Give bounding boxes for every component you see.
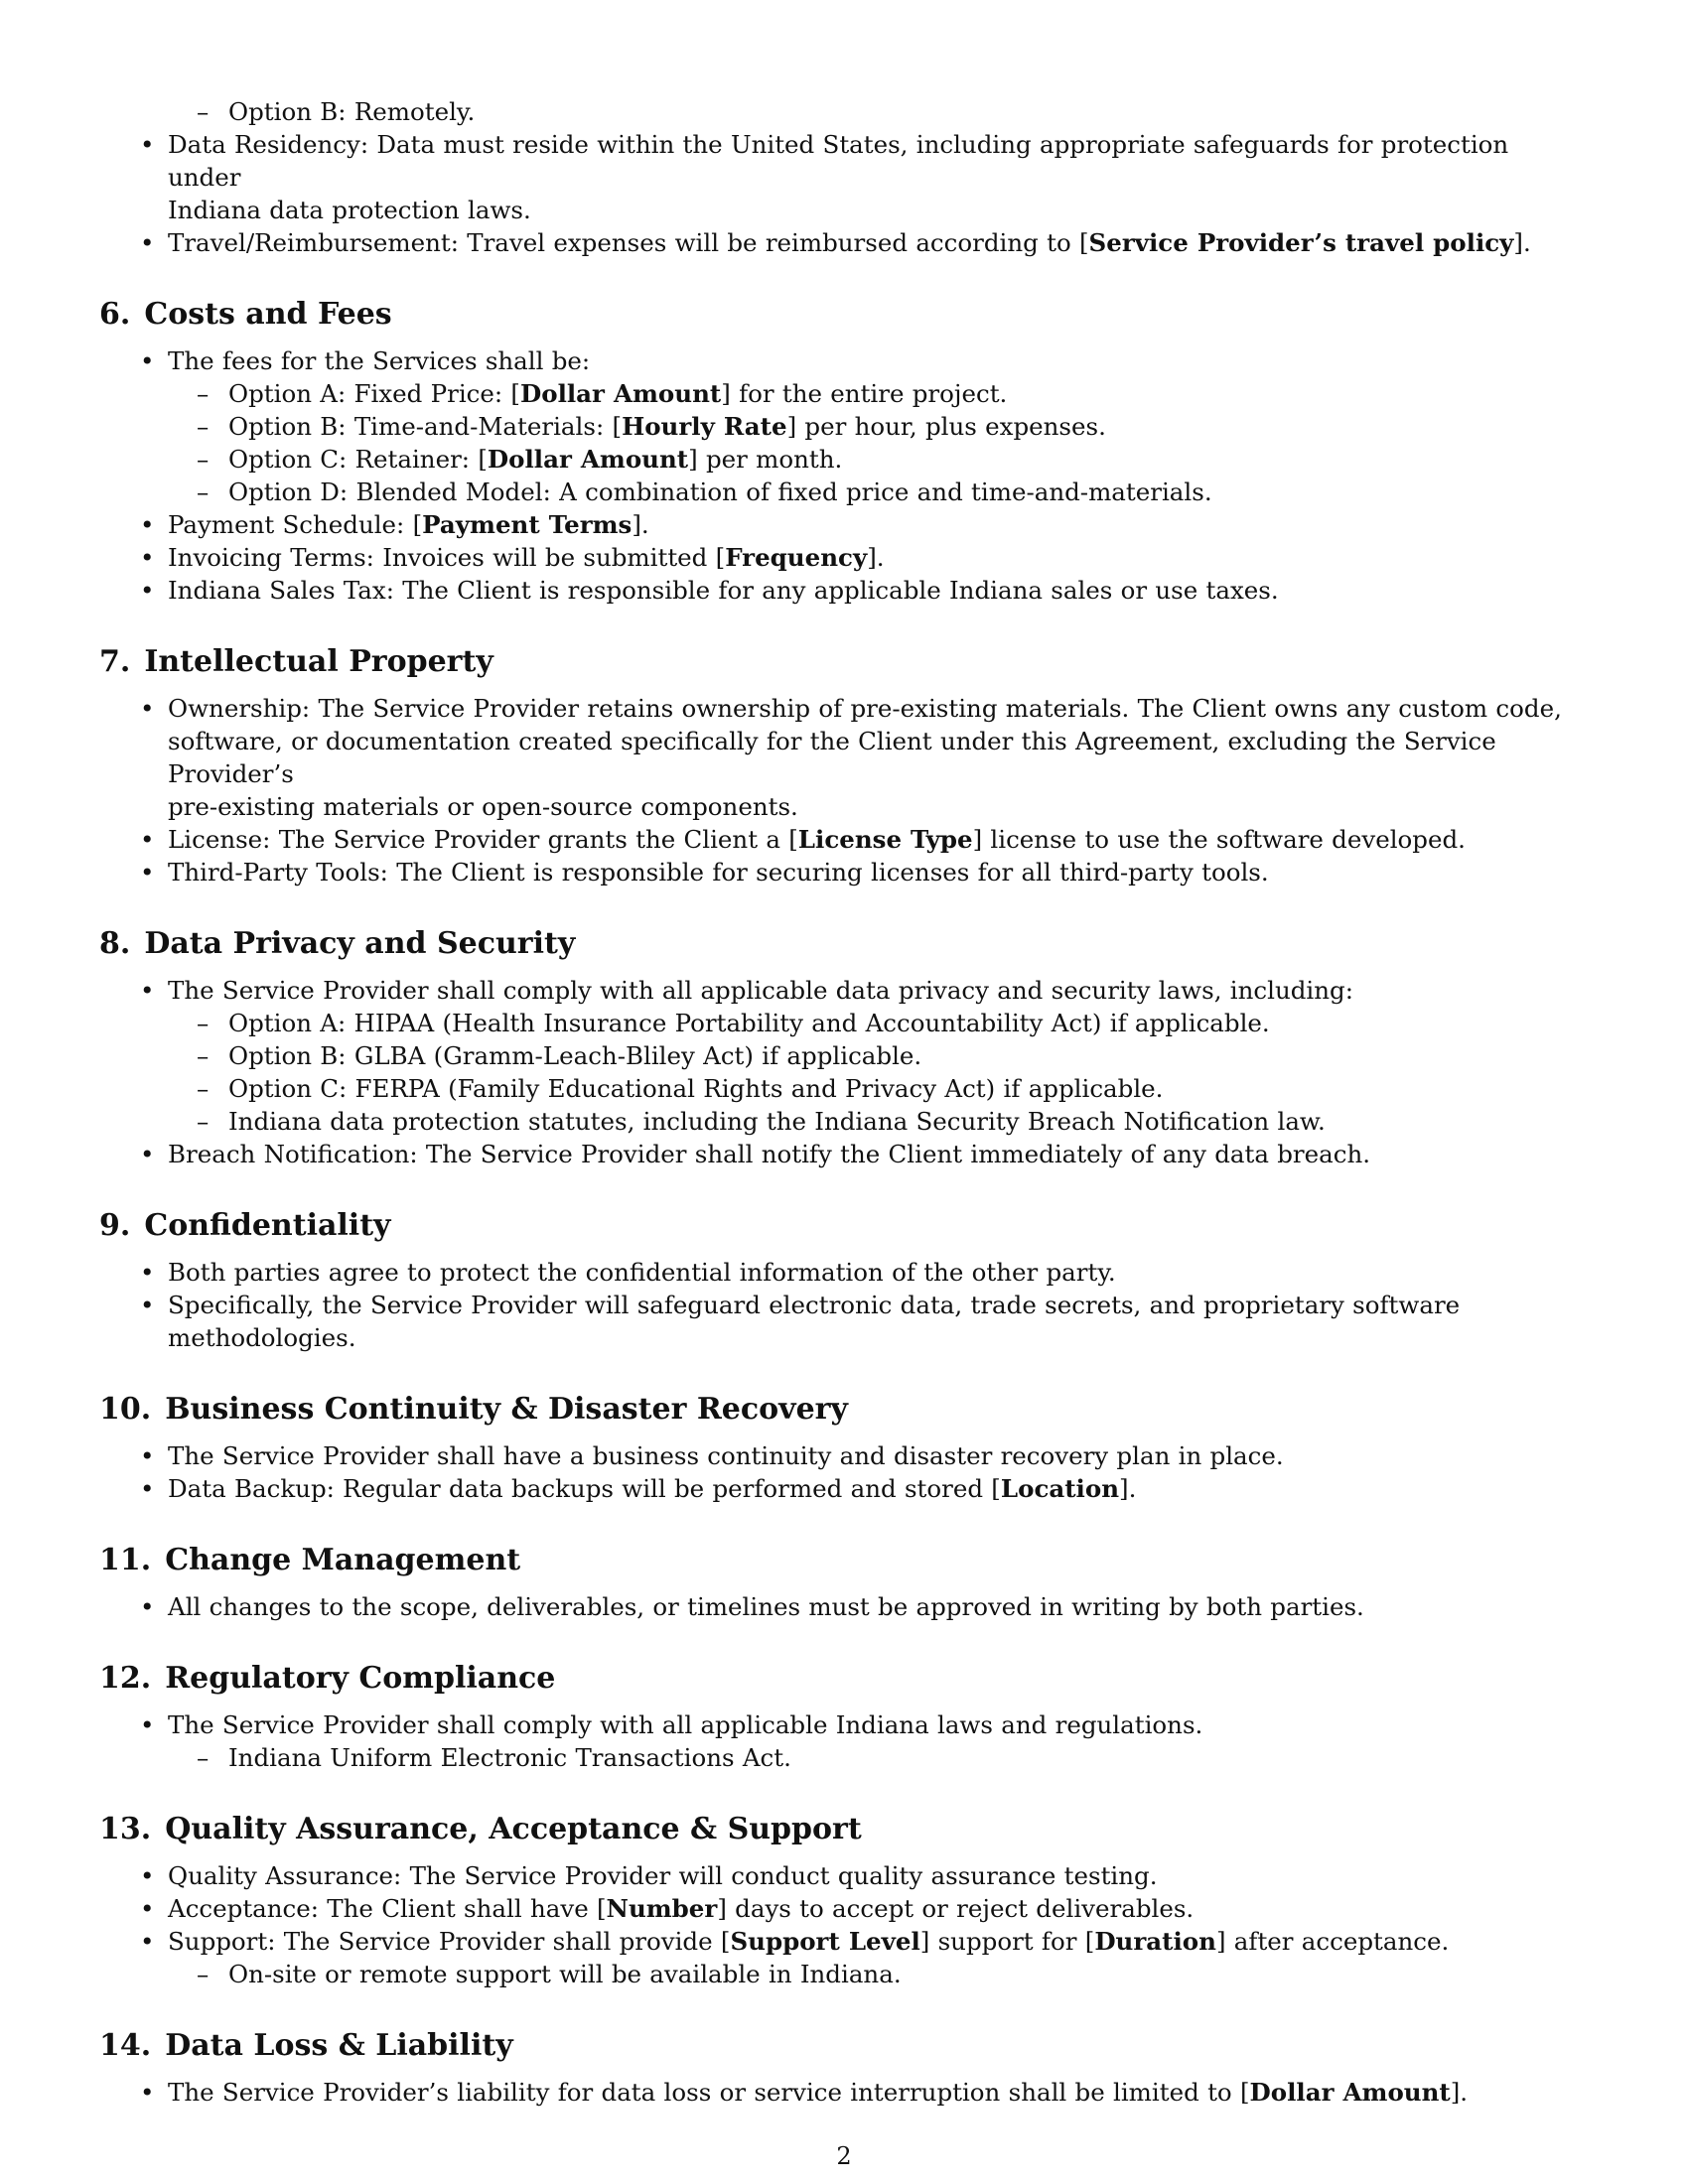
placeholder-field: Dollar Amount — [519, 379, 722, 408]
section-number: 10. — [99, 1392, 152, 1427]
list-item — [99, 1859, 1589, 1892]
dash-marker: – — [197, 445, 210, 474]
document-body — [99, 95, 1589, 2109]
text-run: Payment Schedule: [ — [168, 510, 423, 539]
section-heading — [99, 1661, 1589, 1697]
sub-list-item — [99, 95, 1589, 128]
text-run: ] after acceptance. — [1215, 1927, 1450, 1956]
text-run: Indiana Sales Tax: The Client is responsible for any applicable Indiana sales or use taxes. — [168, 576, 1279, 605]
text-run: Travel/Reimbursement: Travel expenses will be reimbursed according to [ — [168, 228, 1089, 257]
section-title: Regulatory Compliance — [165, 1661, 556, 1696]
sub-list-item — [99, 1741, 1589, 1774]
page-number: 2 — [836, 2142, 852, 2170]
text-run: Option D: Blended Model: A combination of fixed price and time-and-materials. — [228, 478, 1212, 506]
text-run: ]. — [1119, 1474, 1137, 1503]
dash-marker: – — [197, 1074, 210, 1103]
text-run: ] per hour, plus expenses. — [786, 412, 1106, 441]
bullet-marker: • — [140, 825, 155, 854]
list-item — [99, 856, 1589, 888]
text-run: Option C: FERPA (Family Educational Rights and Privacy Act) if applicable. — [228, 1074, 1164, 1103]
bullet-marker: • — [140, 510, 155, 539]
bullet-marker: • — [140, 576, 155, 605]
section-title: Data Privacy and Security — [144, 926, 576, 961]
list-item — [99, 541, 1589, 574]
list-item-continuation — [99, 725, 1589, 790]
dash-marker: – — [197, 1041, 210, 1070]
text-run: Third-Party Tools: The Client is responsible for securing licenses for all third-party tools. — [168, 858, 1269, 887]
list-item — [99, 508, 1589, 541]
text-run: Support: The Service Provider shall provide [ — [168, 1927, 731, 1956]
bullet-marker: • — [140, 1861, 155, 1890]
list-item — [99, 128, 1589, 194]
sub-list-item — [99, 1007, 1589, 1039]
text-run: Option B: Time-and-Materials: [ — [228, 412, 623, 441]
placeholder-field: Support Level — [730, 1927, 920, 1956]
section-title: Intellectual Property — [144, 644, 493, 679]
bullet-marker: • — [140, 1258, 155, 1287]
placeholder-field: Duration — [1094, 1927, 1216, 1956]
section-heading — [99, 297, 1589, 333]
section-number: 13. — [99, 1812, 152, 1846]
section-title: Change Management — [165, 1543, 521, 1577]
placeholder-field: Number — [606, 1894, 718, 1923]
text-run: Data Residency: Data must reside within the United States, including appropriate safeguards for protection under — [168, 130, 1509, 192]
bullet-marker: • — [140, 1592, 155, 1621]
section-number: 12. — [99, 1661, 152, 1696]
dash-marker: – — [197, 478, 210, 506]
text-run: The fees for the Services shall be: — [168, 346, 591, 375]
list-item — [99, 974, 1589, 1007]
text-run: ] license to use the software developed. — [972, 825, 1466, 854]
text-run: Option C: Retainer: [ — [228, 445, 488, 474]
list-item — [99, 344, 1589, 377]
list-item — [99, 1439, 1589, 1472]
section-number: 14. — [99, 2028, 152, 2063]
section-heading — [99, 2028, 1589, 2064]
sub-list-item — [99, 377, 1589, 410]
text-run: The Service Provider’s liability for data loss or service interruption shall be limited to [ — [168, 2078, 1250, 2107]
list-item-continuation — [99, 790, 1589, 823]
list-item — [99, 2076, 1589, 2109]
list-item-continuation — [99, 194, 1589, 226]
sub-list-item — [99, 410, 1589, 443]
bullet-marker: • — [140, 130, 155, 159]
dash-marker: – — [197, 1009, 210, 1037]
text-run: Invoicing Terms: Invoices will be submitted [ — [168, 543, 726, 572]
section-number: 7. — [99, 644, 131, 679]
bullet-marker: • — [140, 228, 155, 257]
sub-list-item — [99, 1072, 1589, 1105]
list-item — [99, 1892, 1589, 1925]
text-run: ]. — [867, 543, 885, 572]
bullet-marker: • — [140, 1710, 155, 1739]
section-title: Confidentiality — [144, 1208, 391, 1243]
text-run: The Service Provider shall comply with all applicable data privacy and security laws, including: — [168, 976, 1353, 1005]
text-run: pre-existing materials or open-source components. — [168, 792, 798, 821]
bullet-marker: • — [140, 1291, 155, 1319]
section-heading — [99, 1208, 1589, 1244]
bullet-marker: • — [140, 1927, 155, 1956]
dash-marker: – — [197, 1107, 210, 1136]
text-run: Ownership: The Service Provider retains ownership of pre-existing materials. The Client owns any custom code, — [168, 694, 1562, 723]
text-run: The Service Provider shall comply with all applicable Indiana laws and regulations. — [168, 1710, 1203, 1739]
bullet-marker: • — [140, 694, 155, 723]
list-item — [99, 574, 1589, 607]
section-number: 8. — [99, 926, 131, 961]
section-title: Data Loss & Liability — [165, 2028, 513, 2063]
list-item — [99, 692, 1589, 725]
placeholder-field: Frequency — [725, 543, 868, 572]
bullet-marker: • — [140, 858, 155, 887]
section-title: Business Continuity & Disaster Recovery — [165, 1392, 848, 1427]
section-number: 11. — [99, 1543, 152, 1577]
text-run: The Service Provider shall have a business continuity and disaster recovery plan in place. — [168, 1441, 1284, 1470]
text-run: ]. — [1450, 2078, 1469, 2107]
text-run: ] support for [ — [919, 1927, 1095, 1956]
list-item — [99, 1256, 1589, 1289]
section-heading — [99, 1392, 1589, 1428]
bullet-marker: • — [140, 1474, 155, 1503]
section-heading — [99, 926, 1589, 962]
sub-list-item — [99, 476, 1589, 508]
placeholder-field: Dollar Amount — [1249, 2078, 1451, 2107]
text-run: ] per month. — [688, 445, 843, 474]
bullet-marker: • — [140, 543, 155, 572]
dash-marker: – — [197, 1960, 210, 1988]
list-item — [99, 226, 1589, 259]
list-item — [99, 1289, 1589, 1354]
dash-marker: – — [197, 379, 210, 408]
text-run: Option B: GLBA (Gramm-Leach-Bliley Act) if applicable. — [228, 1041, 922, 1070]
list-item — [99, 1472, 1589, 1505]
text-run: ] days to accept or reject deliverables. — [717, 1894, 1195, 1923]
text-run: ]. — [632, 510, 649, 539]
sub-list-item — [99, 1039, 1589, 1072]
list-item — [99, 1138, 1589, 1170]
section-heading — [99, 1812, 1589, 1847]
text-run: Quality Assurance: The Service Provider will conduct quality assurance testing. — [168, 1861, 1158, 1890]
sub-list-item — [99, 443, 1589, 476]
section-title: Quality Assurance, Acceptance & Support — [165, 1812, 862, 1846]
text-run: Data Backup: Regular data backups will be performed and stored [ — [168, 1474, 1001, 1503]
bullet-marker: • — [140, 976, 155, 1005]
bullet-marker: • — [140, 1140, 155, 1168]
section-heading — [99, 1543, 1589, 1578]
list-item — [99, 1590, 1589, 1623]
text-run: On-site or remote support will be available in Indiana. — [228, 1960, 902, 1988]
bullet-marker: • — [140, 1894, 155, 1923]
dash-marker: – — [197, 1743, 210, 1772]
text-run: ]. — [1513, 228, 1531, 257]
text-run: Acceptance: The Client shall have [ — [168, 1894, 607, 1923]
sub-list-item — [99, 1958, 1589, 1990]
text-run: software, or documentation created specifically for the Client under this Agreement, excluding the Service Provider’s — [168, 727, 1496, 788]
placeholder-field: Payment Terms — [422, 510, 633, 539]
text-run: Option A: Fixed Price: [ — [228, 379, 520, 408]
text-run: Breach Notification: The Service Provider shall notify the Client immediately of any data breach. — [168, 1140, 1371, 1168]
placeholder-field: Service Provider’s travel policy — [1088, 228, 1514, 257]
dash-marker: – — [197, 412, 210, 441]
text-run: Indiana data protection statutes, including the Indiana Security Breach Notification law. — [228, 1107, 1326, 1136]
section-title: Costs and Fees — [144, 297, 392, 332]
text-run: ] for the entire project. — [721, 379, 1008, 408]
bullet-marker: • — [140, 346, 155, 375]
placeholder-field: Hourly Rate — [622, 412, 787, 441]
text-run: Specifically, the Service Provider will safeguard electronic data, trade secrets, and proprietary software methodologies. — [168, 1291, 1461, 1352]
dash-marker: – — [197, 97, 210, 126]
placeholder-field: Location — [1000, 1474, 1120, 1503]
bullet-marker: • — [140, 1441, 155, 1470]
placeholder-field: Dollar Amount — [487, 445, 689, 474]
text-run: Option A: HIPAA (Health Insurance Portability and Accountability Act) if applicable. — [228, 1009, 1270, 1037]
bullet-marker: • — [140, 2078, 155, 2107]
list-item — [99, 823, 1589, 856]
list-item — [99, 1925, 1589, 1958]
section-number: 9. — [99, 1208, 131, 1243]
placeholder-field: License Type — [797, 825, 973, 854]
text-run: Indiana Uniform Electronic Transactions Act. — [228, 1743, 791, 1772]
section-heading — [99, 644, 1589, 680]
sub-list-item — [99, 1105, 1589, 1138]
text-run: Option B: Remotely. — [228, 97, 476, 126]
list-item — [99, 1708, 1589, 1741]
text-run: All changes to the scope, deliverables, or timelines must be approved in writing by both parties. — [168, 1592, 1364, 1621]
text-run: Both parties agree to protect the confidential information of the other party. — [168, 1258, 1116, 1287]
section-number: 6. — [99, 297, 131, 332]
text-run: Indiana data protection laws. — [168, 196, 531, 224]
text-run: License: The Service Provider grants the Client a [ — [168, 825, 798, 854]
